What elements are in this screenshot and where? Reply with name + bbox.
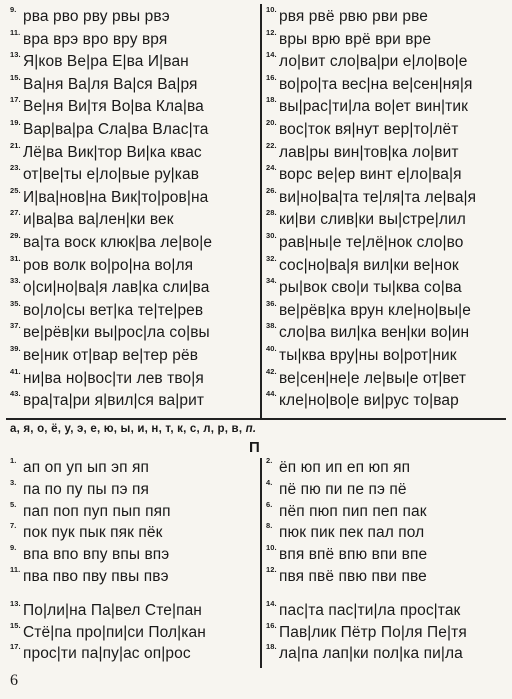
exercise-row: [10, 390, 258, 413]
row-spacer: [10, 588, 258, 600]
exercise-text: пок пук пык пяк пёк: [23, 524, 163, 542]
exercise-number: 16.: [266, 620, 277, 630]
exercise-number: 9.: [10, 5, 17, 14]
exercise-row: [266, 457, 512, 479]
exercise-row: [266, 322, 512, 345]
letters-last: п.: [245, 423, 257, 435]
exercise-text: ве|ник от|вар ве|тер рёв: [23, 346, 199, 364]
exercise-number: 12.: [266, 27, 277, 37]
exercise-row: [266, 544, 512, 566]
exercise-row: [10, 501, 258, 523]
row-spacer: [266, 588, 512, 600]
top-right-column: [266, 6, 512, 413]
exercise-row: [10, 300, 258, 323]
exercise-text: вры врю врё ври вре: [279, 30, 432, 48]
exercise-number: 32.: [266, 253, 277, 263]
page-number: 6: [10, 672, 18, 689]
exercise-text: Ве|ня Ви|тя Во|ва Кла|ва: [23, 98, 204, 116]
exercise-text: во|ло|сы вет|ка те|те|рев: [23, 301, 204, 319]
exercise-number: 6.: [266, 499, 273, 509]
exercise-number: 11.: [10, 27, 21, 37]
exercise-number: 44.: [266, 389, 277, 399]
exercise-text: вос|ток вя|нут вер|то|лёт: [279, 120, 459, 138]
exercise-text: от|ве|ты е|ло|вые ру|кав: [23, 166, 200, 184]
exercise-row: [266, 300, 512, 323]
exercise-text: рвя рвё рвю рви рве: [279, 8, 428, 25]
exercise-row: [266, 479, 512, 501]
exercise-row: [10, 622, 258, 644]
exercise-text: вы|рас|ти|ла во|ет вин|тик: [279, 98, 469, 116]
exercise-number: 19.: [10, 117, 21, 127]
exercise-text: пас|та пас|ти|ла прос|так: [279, 601, 461, 619]
exercise-text: Лё|ва Вик|тор Ви|ка квас: [23, 143, 202, 161]
exercise-number: 35.: [10, 298, 21, 308]
exercise-number: 13.: [10, 50, 21, 60]
exercise-text: Стё|па про|пи|си Пол|кан: [23, 623, 206, 641]
letters-list: а, я, о, ё, у, э, е, ю, ы, и, н, т, к, с, л, р, в,: [10, 423, 243, 435]
exercise-row: [266, 187, 512, 210]
exercise-number: 1.: [10, 456, 17, 465]
exercise-row: [10, 187, 258, 210]
exercise-row: [266, 142, 512, 165]
exercise-text: ты|ква вру|ны во|рот|ник: [279, 346, 457, 364]
exercise-number: 29.: [10, 230, 21, 240]
exercise-number: 23.: [10, 163, 21, 173]
bottom-right-column: [266, 457, 512, 665]
exercise-number: 11.: [10, 564, 21, 574]
exercise-text: впа впо впу впы впэ: [23, 546, 170, 564]
exercise-number: 20.: [266, 117, 277, 127]
exercise-text: сло|ва вил|ка вен|ки во|ин: [279, 324, 470, 342]
exercise-text: пё пю пи пе пэ пё: [279, 480, 407, 498]
exercise-text: И|ва|нов|на Вик|то|ров|на: [23, 188, 209, 206]
exercise-number: 8.: [266, 521, 273, 531]
exercise-number: 17.: [10, 642, 21, 652]
exercise-row: [10, 368, 258, 391]
exercise-text: Ва|ня Ва|ля Ва|ся Ва|ря: [23, 75, 198, 93]
exercise-number: 2.: [266, 456, 273, 465]
exercise-number: 40.: [266, 343, 277, 353]
exercise-text: пёп пюп пип пеп пак: [279, 502, 427, 520]
exercise-text: Я|ков Ве|ра Е|ва И|ван: [23, 53, 189, 71]
exercise-row: [10, 544, 258, 566]
exercise-row: [10, 142, 258, 165]
exercise-text: пюк пик пек пал пол: [279, 524, 425, 542]
exercise-row: [266, 566, 512, 588]
bottom-left-column: [10, 457, 258, 665]
exercise-text: и|ва|ва ва|лен|ки век: [23, 211, 174, 229]
exercise-number: 10.: [266, 543, 277, 553]
letters-line: [10, 423, 256, 435]
exercise-row: [266, 119, 512, 142]
section-letter: П: [249, 439, 260, 456]
exercise-text: ров волк во|ро|на во|ля: [23, 256, 194, 274]
exercise-text: ви|но|ва|та те|ля|та ле|ва|я: [279, 188, 477, 206]
exercise-row: [10, 6, 258, 29]
exercise-row: [10, 277, 258, 300]
exercise-row: [10, 255, 258, 278]
exercise-text: ап оп уп ып эп яп: [23, 459, 150, 476]
exercise-row: [266, 501, 512, 523]
exercise-text: ла|па лап|ки пол|ка пи|ла: [279, 645, 463, 663]
exercise-number: 13.: [10, 598, 21, 608]
exercise-row: [10, 164, 258, 187]
exercise-number: 18.: [266, 642, 277, 652]
exercise-text: вра|та|ри я|вил|ся ва|рит: [23, 392, 205, 410]
exercise-text: впя впё впю впи впе: [279, 546, 428, 564]
exercise-text: ры|вок сво|и ты|ква со|ва: [279, 279, 462, 297]
exercise-text: ве|сен|не|е ле|вы|е от|вет: [279, 369, 467, 387]
exercise-text: о|си|но|ва|я лав|ка сли|ва: [23, 279, 210, 297]
vertical-divider-bottom: [260, 458, 262, 668]
exercise-number: 38.: [266, 321, 277, 331]
exercise-row: [266, 51, 512, 74]
exercise-row: [266, 255, 512, 278]
exercise-text: ворс ве|ер винт е|ло|ва|я: [279, 166, 462, 184]
exercise-number: 36.: [266, 298, 277, 308]
exercise-row: [266, 29, 512, 52]
exercise-number: 37.: [10, 321, 21, 331]
exercise-text: кле|но|во|е ви|рус то|вар: [279, 392, 459, 410]
exercise-number: 33.: [10, 276, 21, 286]
exercise-number: 22.: [266, 140, 277, 150]
exercise-number: 41.: [10, 366, 21, 376]
exercise-text: прос|ти па|пу|ас оп|рос: [23, 645, 191, 663]
exercise-number: 30.: [266, 230, 277, 240]
exercise-row: [10, 479, 258, 501]
horizontal-divider: [6, 418, 506, 420]
exercise-row: [10, 345, 258, 368]
exercise-text: пап поп пуп пып пяп: [23, 502, 171, 520]
exercise-row: [10, 51, 258, 74]
exercise-row: [266, 164, 512, 187]
exercise-row: [266, 622, 512, 644]
exercise-row: [266, 232, 512, 255]
exercise-number: 12.: [266, 564, 277, 574]
exercise-row: [266, 345, 512, 368]
exercise-text: ки|ви слив|ки вы|стре|лил: [279, 211, 466, 229]
exercise-text: ни|ва но|вос|ти лев тво|я: [23, 369, 204, 387]
exercise-row: [266, 209, 512, 232]
exercise-text: ва|та воск клюк|ва ле|во|е: [23, 233, 213, 251]
exercise-text: па по пу пы пэ пя: [23, 480, 150, 498]
exercise-row: [266, 96, 512, 119]
exercise-number: 39.: [10, 343, 21, 353]
exercise-text: Вар|ва|ра Сла|ва Влас|та: [23, 120, 209, 138]
exercise-number: 14.: [266, 598, 277, 608]
exercise-text: ёп юп ип еп юп яп: [279, 459, 411, 476]
exercise-text: ве|рёв|ка врун кле|но|вы|е: [279, 301, 472, 319]
exercise-row: [10, 119, 258, 142]
vertical-divider-top: [260, 4, 262, 418]
exercise-number: 21.: [10, 140, 21, 150]
exercise-row: [10, 209, 258, 232]
exercise-text: рав|ны|е те|лё|нок сло|во: [279, 233, 464, 251]
exercise-text: пвя пвё пвю пви пве: [279, 567, 427, 585]
exercise-number: 31.: [10, 253, 21, 263]
exercise-row: [10, 96, 258, 119]
exercise-number: 5.: [10, 499, 17, 509]
exercise-number: 16.: [266, 72, 277, 82]
exercise-number: 24.: [266, 163, 277, 173]
exercise-text: вра врэ вро вру вря: [23, 30, 168, 48]
exercise-row: [266, 277, 512, 300]
exercise-text: сос|но|ва|я вил|ки ве|нок: [279, 256, 459, 274]
top-left-column: [10, 6, 258, 413]
exercise-row: [10, 643, 258, 665]
exercise-text: ве|рёв|ки вы|рос|ла со|вы: [23, 324, 210, 342]
exercise-row: [266, 600, 512, 622]
exercise-number: 3.: [10, 477, 17, 487]
exercise-row: [266, 74, 512, 97]
exercise-number: 15.: [10, 620, 21, 630]
exercise-number: 25.: [10, 185, 21, 195]
exercise-number: 15.: [10, 72, 21, 82]
exercise-number: 10.: [266, 5, 277, 14]
exercise-number: 17.: [10, 95, 21, 105]
exercise-row: [10, 457, 258, 479]
exercise-text: пва пво пву пвы пвэ: [23, 567, 169, 585]
exercise-text: По|ли|на Па|вел Сте|пан: [23, 601, 202, 619]
exercise-number: 4.: [266, 477, 273, 487]
exercise-text: Пав|лик Пётр По|ля Пе|тя: [279, 623, 467, 641]
exercise-number: 28.: [266, 208, 277, 218]
exercise-row: [266, 6, 512, 29]
exercise-row: [10, 29, 258, 52]
exercise-text: рва рво рву рвы рвэ: [23, 8, 170, 25]
exercise-row: [10, 522, 258, 544]
exercise-number: 18.: [266, 95, 277, 105]
exercise-row: [266, 522, 512, 544]
exercise-row: [10, 232, 258, 255]
exercise-text: лав|ры вин|тов|ка ло|вит: [279, 143, 459, 161]
exercise-number: 7.: [10, 521, 17, 531]
exercise-row: [10, 600, 258, 622]
exercise-row: [266, 643, 512, 665]
exercise-text: во|ро|та вес|на ве|сен|ня|я: [279, 75, 473, 93]
exercise-text: ло|вит сло|ва|ри е|ло|во|е: [279, 53, 468, 71]
exercise-number: 27.: [10, 208, 21, 218]
exercise-number: 43.: [10, 389, 21, 399]
exercise-row: [266, 368, 512, 391]
exercise-number: 14.: [266, 50, 277, 60]
exercise-number: 34.: [266, 276, 277, 286]
exercise-row: [10, 566, 258, 588]
exercise-row: [10, 74, 258, 97]
exercise-row: [10, 322, 258, 345]
exercise-row: [266, 390, 512, 413]
exercise-number: 26.: [266, 185, 277, 195]
exercise-number: 9.: [10, 543, 17, 553]
exercise-number: 42.: [266, 366, 277, 376]
